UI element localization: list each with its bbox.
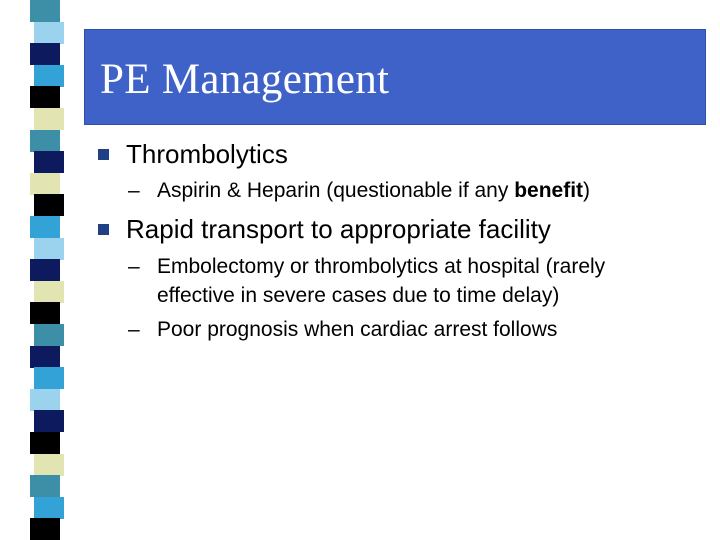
strip-block — [34, 22, 64, 44]
bullet-2-sub-1-line2: effective in severe cases due to time delay) — [157, 284, 560, 307]
strip-block — [34, 454, 64, 476]
strip-block — [34, 108, 64, 130]
strip-block — [30, 389, 60, 411]
strip-block — [30, 216, 60, 238]
bullet-square-icon — [98, 149, 109, 160]
strip-block — [30, 302, 60, 324]
sub-dash: – — [128, 179, 140, 202]
bullet-1-text: Thrombolytics — [126, 139, 288, 169]
strip-block — [30, 518, 60, 540]
strip-block — [34, 65, 64, 87]
sub-dash: – — [128, 255, 140, 278]
strip-block — [34, 281, 64, 303]
strip-block — [30, 43, 60, 65]
strip-block — [30, 130, 60, 152]
strip-block — [30, 432, 60, 454]
strip-block — [34, 238, 64, 260]
strip-block — [34, 324, 64, 346]
strip-block — [30, 346, 60, 368]
sub-text-before: Aspirin & Heparin (questionable if any — [157, 179, 515, 202]
strip-block — [30, 86, 60, 108]
strip-block — [30, 475, 60, 497]
sub-text-after: ) — [583, 179, 591, 202]
strip-block — [34, 367, 64, 389]
bullet-1-sub-1 — [157, 180, 590, 201]
strip-block — [30, 0, 60, 22]
strip-block — [34, 410, 64, 432]
slide-title: PE Management — [100, 56, 390, 103]
bullet-2-sub-2: Poor prognosis when cardiac arrest follows — [157, 318, 558, 341]
strip-block — [34, 151, 64, 173]
bullet-square-icon — [98, 224, 109, 235]
strip-block — [34, 194, 64, 216]
sub-dash: – — [128, 318, 140, 341]
decorative-strip — [0, 0, 72, 540]
sub-text-bold: benefit — [514, 179, 584, 202]
bullet-2-text: Rapid transport to appropriate facility — [126, 214, 551, 244]
bullet-2-sub-1-line1: Embolectomy or thrombolytics at hospital (rarely — [157, 255, 606, 278]
strip-block — [30, 173, 60, 195]
strip-block — [30, 259, 60, 281]
strip-block — [34, 497, 64, 519]
